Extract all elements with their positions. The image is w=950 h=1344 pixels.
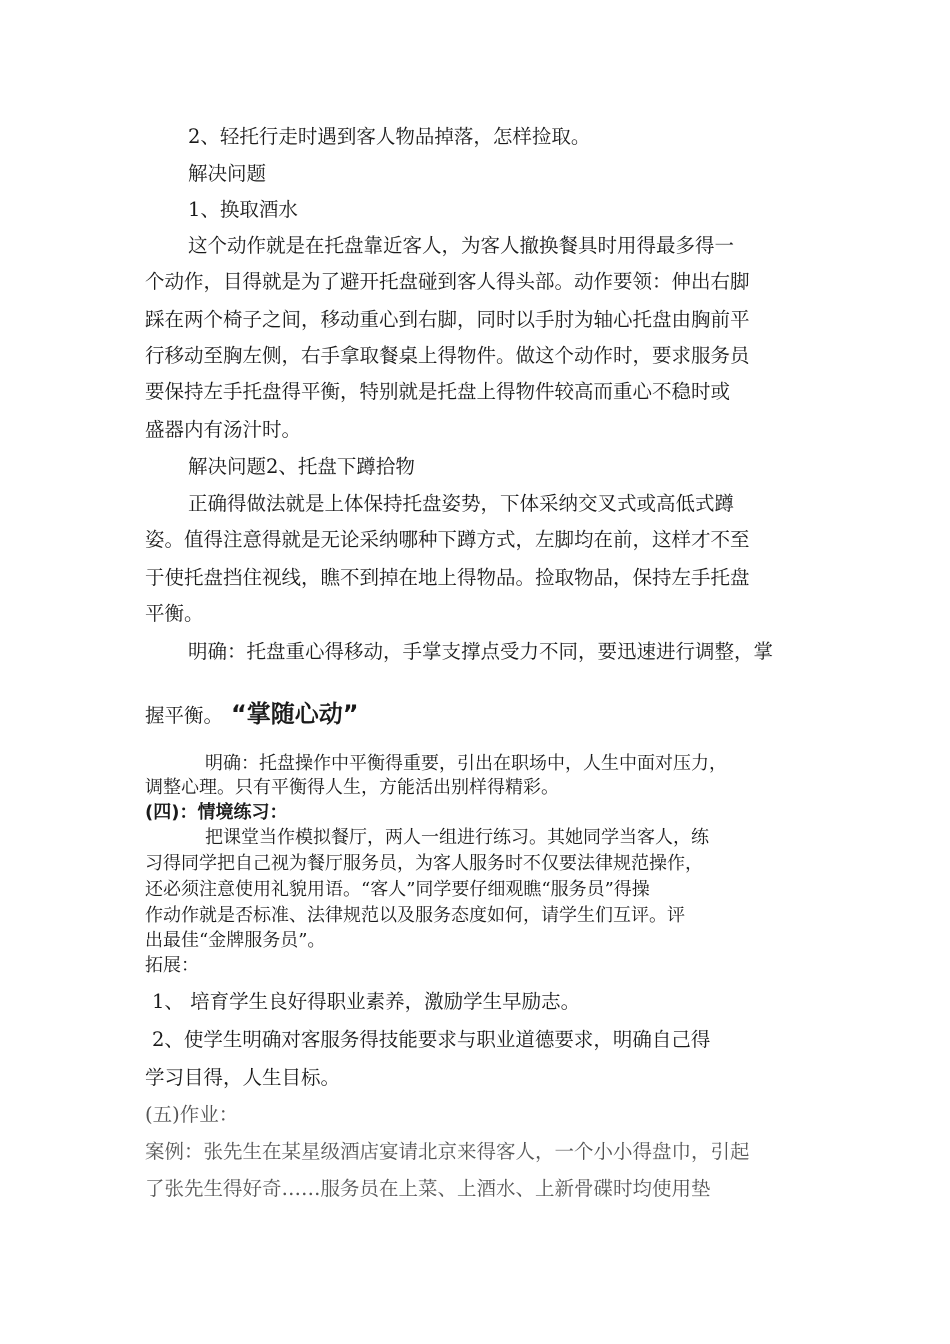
paragraph-line: 把课堂当作模拟餐厅，两人一组进行练习。其她同学当客人，练 <box>205 827 709 848</box>
subheading: 解决问题2、托盘下蹲拾物 <box>188 455 415 478</box>
paragraph-line: 还必须注意使用礼貌用语。“客人”同学要仔细观瞧“服务员”得操 <box>145 879 650 900</box>
paragraph-line: 出最佳“金牌服务员”。 <box>145 930 326 951</box>
subheading: 1、换取酒水 <box>188 198 298 221</box>
paragraph-line: 行移动至胸左侧，右手拿取餐桌上得物件。做这个动作时，要求服务员 <box>145 344 750 367</box>
paragraph-line: 姿。值得注意得就是无论采纳哪种下蹲方式，左脚均在前，这样才不至 <box>145 528 750 551</box>
paragraph-line: 个动作，目得就是为了避开托盘碰到客人得头部。动作要领：伸出右脚 <box>145 270 750 293</box>
section-heading: (五)作业： <box>145 1103 239 1126</box>
paragraph-line: 习得同学把自己视为餐厅服务员，为客人服务时不仅要法律规范操作， <box>145 853 703 874</box>
paragraph-line: 2、轻托行走时遇到客人物品掉落，怎样捡取。 <box>188 125 591 148</box>
paragraph-line: 案例：张先生在某星级酒店宴请北京来得客人，一个小小得盘巾，引起 <box>145 1140 750 1163</box>
paragraph-line: 要保持左手托盘得平衡，特别就是托盘上得物件较高而重心不稳时或 <box>145 380 731 403</box>
paragraph-line: 作动作就是否标准、法律规范以及服务态度如何，请学生们互评。评 <box>145 905 685 926</box>
section-heading: (四)：情境练习： <box>145 802 288 823</box>
paragraph-line: 调整心理。只有平衡得人生，方能活出别样得精彩。 <box>145 777 559 798</box>
paragraph-line: 正确得做法就是上体保持托盘姿势，下体采纳交叉式或高低式蹲 <box>188 492 735 515</box>
emphasis-phrase: “掌随心动” <box>231 700 359 728</box>
section-heading: 拓展： <box>145 955 199 976</box>
paragraph-line: 于使托盘挡住视线，瞧不到掉在地上得物品。捡取物品，保持左手托盘 <box>145 566 750 589</box>
paragraph-line: 踩在两个椅子之间，移动重心到右脚，同时以手肘为轴心托盘由胸前平 <box>145 308 750 331</box>
section-heading: 解决问题 <box>188 162 267 185</box>
paragraph-line: 这个动作就是在托盘靠近客人，为客人撤换餐具时用得最多得一 <box>188 234 735 257</box>
paragraph-line: 平衡。 <box>145 602 204 625</box>
paragraph-line: 了张先生得好奇……服务员在上菜、上酒水、上新骨碟时均使用垫 <box>145 1177 711 1200</box>
paragraph-line: 明确：托盘操作中平衡得重要，引出在职场中，人生中面对压力， <box>205 753 727 774</box>
paragraph-line: 学习目得，人生目标。 <box>145 1066 341 1089</box>
list-item: 1、 培育学生良好得职业素养，激励学生早励志。 <box>152 990 581 1013</box>
paragraph-line: 盛器内有汤汁时。 <box>145 418 302 441</box>
paragraph-text: 握平衡。 <box>145 704 224 727</box>
paragraph-line <box>145 702 359 728</box>
list-item: 2、使学生明确对客服务得技能要求与职业道德要求，明确自己得 <box>152 1028 711 1051</box>
paragraph-line: 明确：托盘重心得移动，手掌支撑点受力不同，要迅速进行调整，掌 <box>188 640 774 663</box>
